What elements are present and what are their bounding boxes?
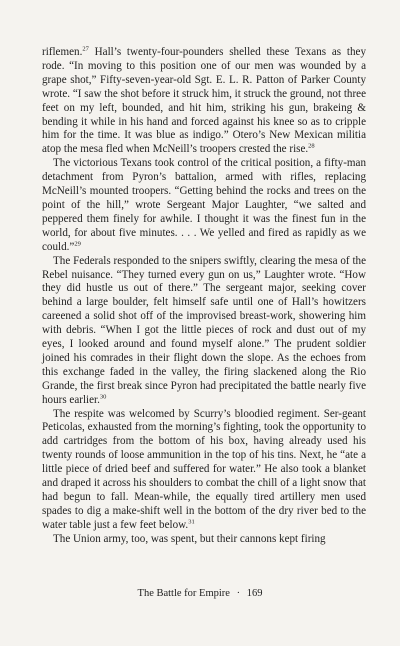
body-text xyxy=(42,46,366,547)
footnote-marker: 31 xyxy=(188,518,195,526)
running-footer xyxy=(0,588,400,599)
footnote-marker: 27 xyxy=(82,45,89,53)
footnote-marker: 28 xyxy=(308,142,315,150)
paragraph: The victorious Texans took control of the critical position, a fifty-man detachment from Pyron’s battalion, armed with rifles, replacing McNeill’s mounted troopers. “Getting behind the rocks and trees on the point of the hill,” wrote Sergeant Major Laughter, “we salted and peppered them finely for awhile. I thought it was the finest fun in the world, for about five minutes. . . . We yelled and fired as rapidly as we could.”$^{29}$ xyxy=(42,157,366,253)
footnote-marker: 30 xyxy=(99,392,107,400)
footnote-marker: 29 xyxy=(74,240,81,247)
paragraph: The Federals responded to the snipers swiftly, clearing the mesa of the Rebel nuisance. “They turned every gun on us,” Laughter wrote. “How they did hustle us out of there.” The sergeant major, seeking cover behind a large boulder, felt himself safe until one of Hall’s howitzers careened a solid shot off of the improvised breast-work, showering him with debris. “When I got the little pieces of rock and dust out of my eyes, I looked around and found myself alone.” The prudent soldier joined his comrades in their flight down the slope. As the echoes from this exchange faded in the valley, the firing slackened along the Rio Grande, the first break since Pyron had precipitated the battle nearly five hours earlier.$^{30}$ xyxy=(42,254,366,406)
footer-separator: · xyxy=(236,588,241,599)
chapter-title: The Battle for Empire xyxy=(137,588,230,599)
paragraph: riflemen.$^{27}$ Hall’s twenty-four-pounders shelled these Texans as they rode. “In moving to this position one of our men was wounded by a grape shot,” Fifty-seven-year-old Sgt. E. L. R. Patton of Parker County wrote. “I saw the shot before it struck him, it struck the ground, not three feet on my left, bounded, and hit him, striking his gun, brakeing & bending it while in his hand and forced against his knee so as to cripple him for the time. It was blue as indigo.” Otero’s New Mexican militia atop the mesa fled when McNeill’s troopers crested the rise.$^{28}$ xyxy=(42,45,366,156)
paragraph: The respite was welcomed by Scurry’s bloodied regiment. Ser-geant Peticolas, exhausted from the morning’s fighting, took the opportunity to add cartridges from the bottom of his box, having already used his twenty rounds of loose ammunition in the top of his tins. Next, he “ate a little piece of dried beef and suffered for water.” He also took a blanket and draped it across his shoulders to combat the chill of a light snow that had begun to fall. Mean-while, the equally tired artillery men used spades to dig a make-shift well in the bottom of the dry river bed to the water table just a few feet below.$^{31}$ xyxy=(42,407,366,531)
page-number: 169 xyxy=(246,588,263,599)
paragraph: The Union army, too, was spent, but their cannons kept firing xyxy=(53,532,326,545)
